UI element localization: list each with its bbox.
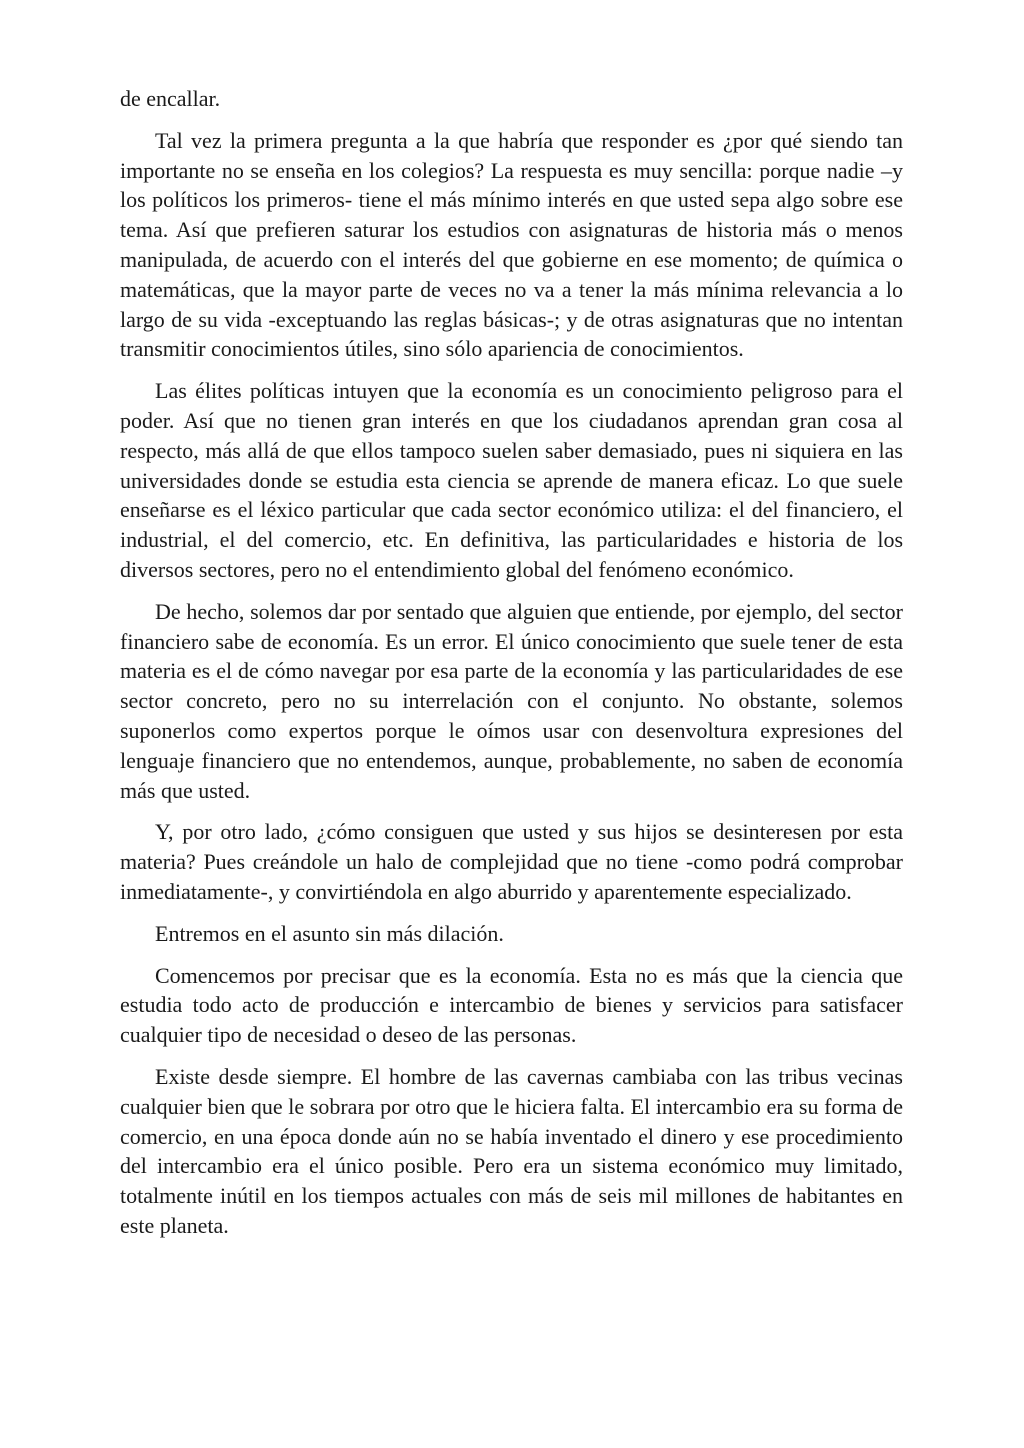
paragraph-why-not-taught: Tal vez la primera pregunta a la que habría que responder es ¿por qué siendo tan importante no se enseña en los colegios? La respuesta es muy sencilla: porque nadie –y los políticos los primeros- tiene el más mínimo interés en que usted sepa algo sobre ese tema. Así que prefieren saturar los estudios con asignaturas de historia más o menos manipulada, de acuerdo con el interés del que gobierne en ese momento; de química o matemáticas, que la mayor parte de veces no va a tener la más mínima relevancia a lo largo de su vida -exceptuando las reglas básicas-; y de otras asignaturas que no intentan transmitir conocimientos útiles, sino sólo apariencia de conocimientos. [120, 127, 903, 362]
paragraph-financial-sector: De hecho, solemos dar por sentado que alguien que entiende, por ejemplo, del sector financiero sabe de economía. Es un error. El único conocimiento que suele tener de esta materia es el de cómo navegar por esa parte de la economía y las particularidades de ese sector concreto, pero no su interrelación con el conjunto. No obstante, solemos suponerlos como expertos porque le oímos usar con desenvoltura expresiones del lenguaje financiero que no entendemos, aunque, probablemente, no saben de economía más que usted. [120, 598, 903, 803]
paragraph-continuation: de encallar. [120, 86, 221, 111]
paragraph-political-elites: Las élites políticas intuyen que la economía es un conocimiento peligroso para el poder. Así que no tienen gran interés en que los ciudadanos aprendan gran cosa al respecto, más allá de que ellos tampoco suelen saber demasiado, pues ni siquiera en las universidades donde se estudia esta ciencia se aprende de manera eficaz. Lo que suele enseñarse es el léxico particular que cada sector económico utiliza: el del financiero, el industrial, el del comercio, etc. En definitiva, las particularidades e historia de los diversos sectores, pero no el entendimiento global del fenómeno económico. [120, 378, 903, 582]
paragraph-enter-subject: Entremos en el asunto sin más dilación. [155, 920, 504, 946]
paragraph-disinterest: Y, por otro lado, ¿cómo consiguen que usted y sus hijos se desinteresen por esta materia? Pues creándole un halo de complejidad que no tiene -como podrá comprobar inmediatamente-, y convirtiéndola en algo aburrido y aparentemente especializado. [120, 819, 903, 904]
paragraph-definition: Comencemos por precisar que es la economía. Esta no es más que la ciencia que estudia todo acto de producción e intercambio de bienes y servicios para satisfacer cualquier tipo de necesidad o deseo de las personas. [120, 962, 903, 1048]
document-page [120, 84, 903, 1253]
paragraph-history: Existe desde siempre. El hombre de las cavernas cambiaba con las tribus vecinas cualquier bien que le sobrara por otro que le hiciera falta. El intercambio era su forma de comercio, en una época donde aún no se había inventado el dinero y ese procedimiento del intercambio era el único posible. Pero era un sistema económico muy limitado, totalmente inútil en los tiempos actuales con más de seis mil millones de habitantes en este planeta. [120, 1063, 903, 1238]
